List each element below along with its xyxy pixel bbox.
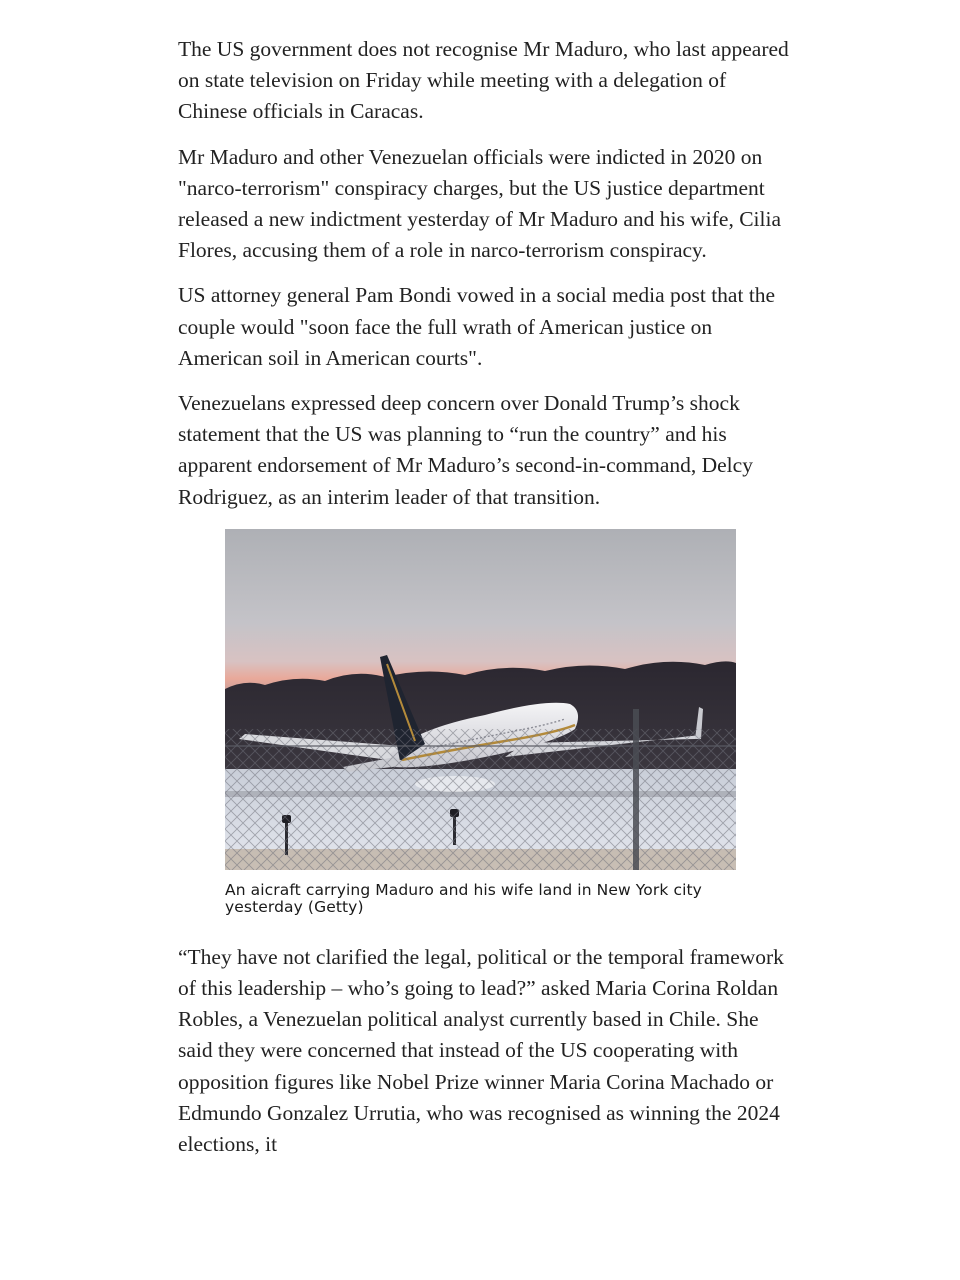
article-body	[178, 34, 790, 1174]
article-paragraph: The US government does not recognise Mr Maduro, who last appeared on state television on Friday while meeting with a delegation of Chinese officials in Caracas.	[178, 37, 789, 124]
article-continuation	[178, 942, 790, 1160]
article-paragraph: US attorney general Pam Bondi vowed in a social media post that the couple would "soon face the full wrath of American justice on American soil in American courts".	[178, 283, 776, 370]
article-paragraph: Mr Maduro and other Venezuelan officials were indicted in 2020 on "narco-terrorism" conspiracy charges, but the US justice department released a new indictment yesterday of Mr Maduro and his wife, Cilia Flores, accusing them of a role in narco-terrorism conspiracy.	[178, 144, 782, 263]
article-figure	[225, 529, 736, 916]
aircraft-photo	[225, 529, 736, 870]
article-paragraph: Venezuelans expressed deep concern over Donald Trump’s shock statement that the US was planning to “run the country” and his apparent endorsement of Mr Maduro’s second-in-command, Delcy Rodriguez, as an interim leader of that transition.	[178, 391, 753, 509]
article-paragraph: “They have not clarified the legal, political or the temporal framework of this leadership – who’s going to lead?” asked Maria Corina Roldan Robles, a Venezuelan political analyst currently based in Chile. She said they were concerned that instead of the US cooperating with opposition figures like Nobel Prize winner Maria Corina Machado or Edmundo Gonzalez Urrutia, who was recognised as winning the 2024 elections, it	[178, 944, 784, 1157]
figure-caption: An aicraft carrying Maduro and his wife land in New York city yesterday (Getty)	[225, 880, 702, 916]
